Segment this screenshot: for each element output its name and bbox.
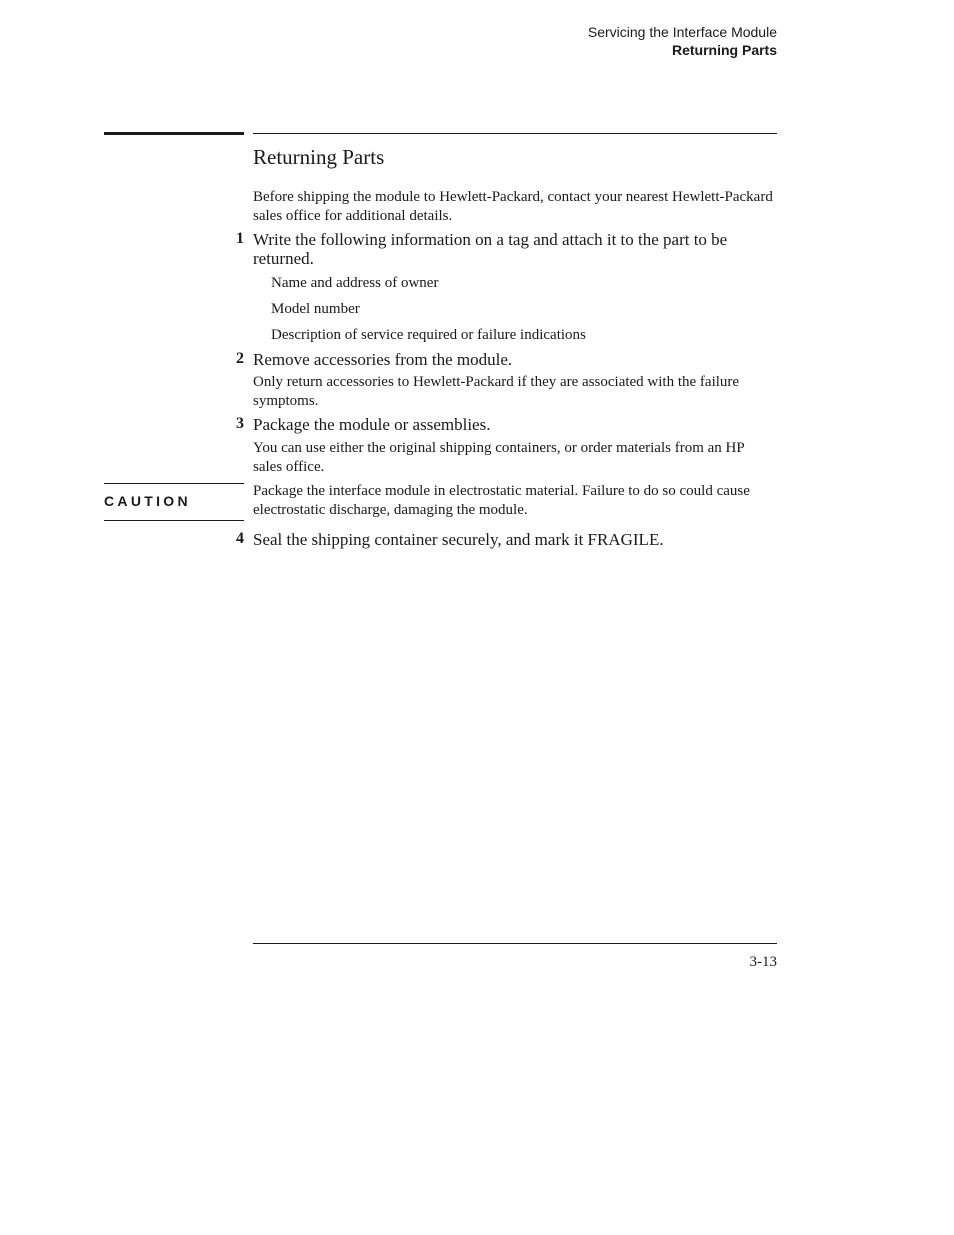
step-text-4: Seal the shipping container securely, and mark it FRAGILE. bbox=[253, 530, 664, 549]
step-text-3: Package the module or assemblies. bbox=[253, 415, 491, 434]
step-text-2: Remove accessories from the module. bbox=[253, 350, 513, 369]
step-number-3: 3 bbox=[236, 415, 244, 432]
caution-rule-bottom bbox=[104, 520, 244, 521]
list-item-description: Description of service required or failure indications bbox=[271, 327, 586, 343]
list-item-model: Model number bbox=[271, 301, 360, 317]
footer-rule bbox=[253, 943, 777, 944]
running-header-section: Returning Parts bbox=[671, 42, 777, 58]
step-note-3: You can use either the original shipping containers, or order materials from an HP sales office. bbox=[253, 440, 745, 475]
running-header-chapter: Servicing the Interface Module bbox=[587, 24, 777, 40]
section-rule-right bbox=[253, 133, 777, 134]
step-text-1: Write the following information on a tag and attach it to the part to be returned. bbox=[253, 230, 728, 268]
caution-rule-top bbox=[104, 483, 244, 484]
page-title: Returning Parts bbox=[253, 145, 385, 169]
step-note-2: Only return accessories to Hewlett-Packard if they are associated with the failure symptoms. bbox=[253, 374, 740, 409]
step-number-2: 2 bbox=[236, 350, 244, 367]
step-number-1: 1 bbox=[236, 230, 244, 247]
step-number-4: 4 bbox=[236, 530, 244, 547]
caution-label: CAUTION bbox=[104, 493, 191, 509]
section-rule-left bbox=[104, 132, 244, 135]
caution-text: Package the interface module in electrostatic material. Failure to do so could cause electrostatic discharge, damaging the module. bbox=[253, 483, 750, 518]
page-number: 3-13 bbox=[749, 954, 777, 970]
list-item-owner: Name and address of owner bbox=[271, 275, 439, 291]
intro-paragraph: Before shipping the module to Hewlett-Packard, contact your nearest Hewlett-Packard sales office for additional details. bbox=[253, 189, 773, 224]
